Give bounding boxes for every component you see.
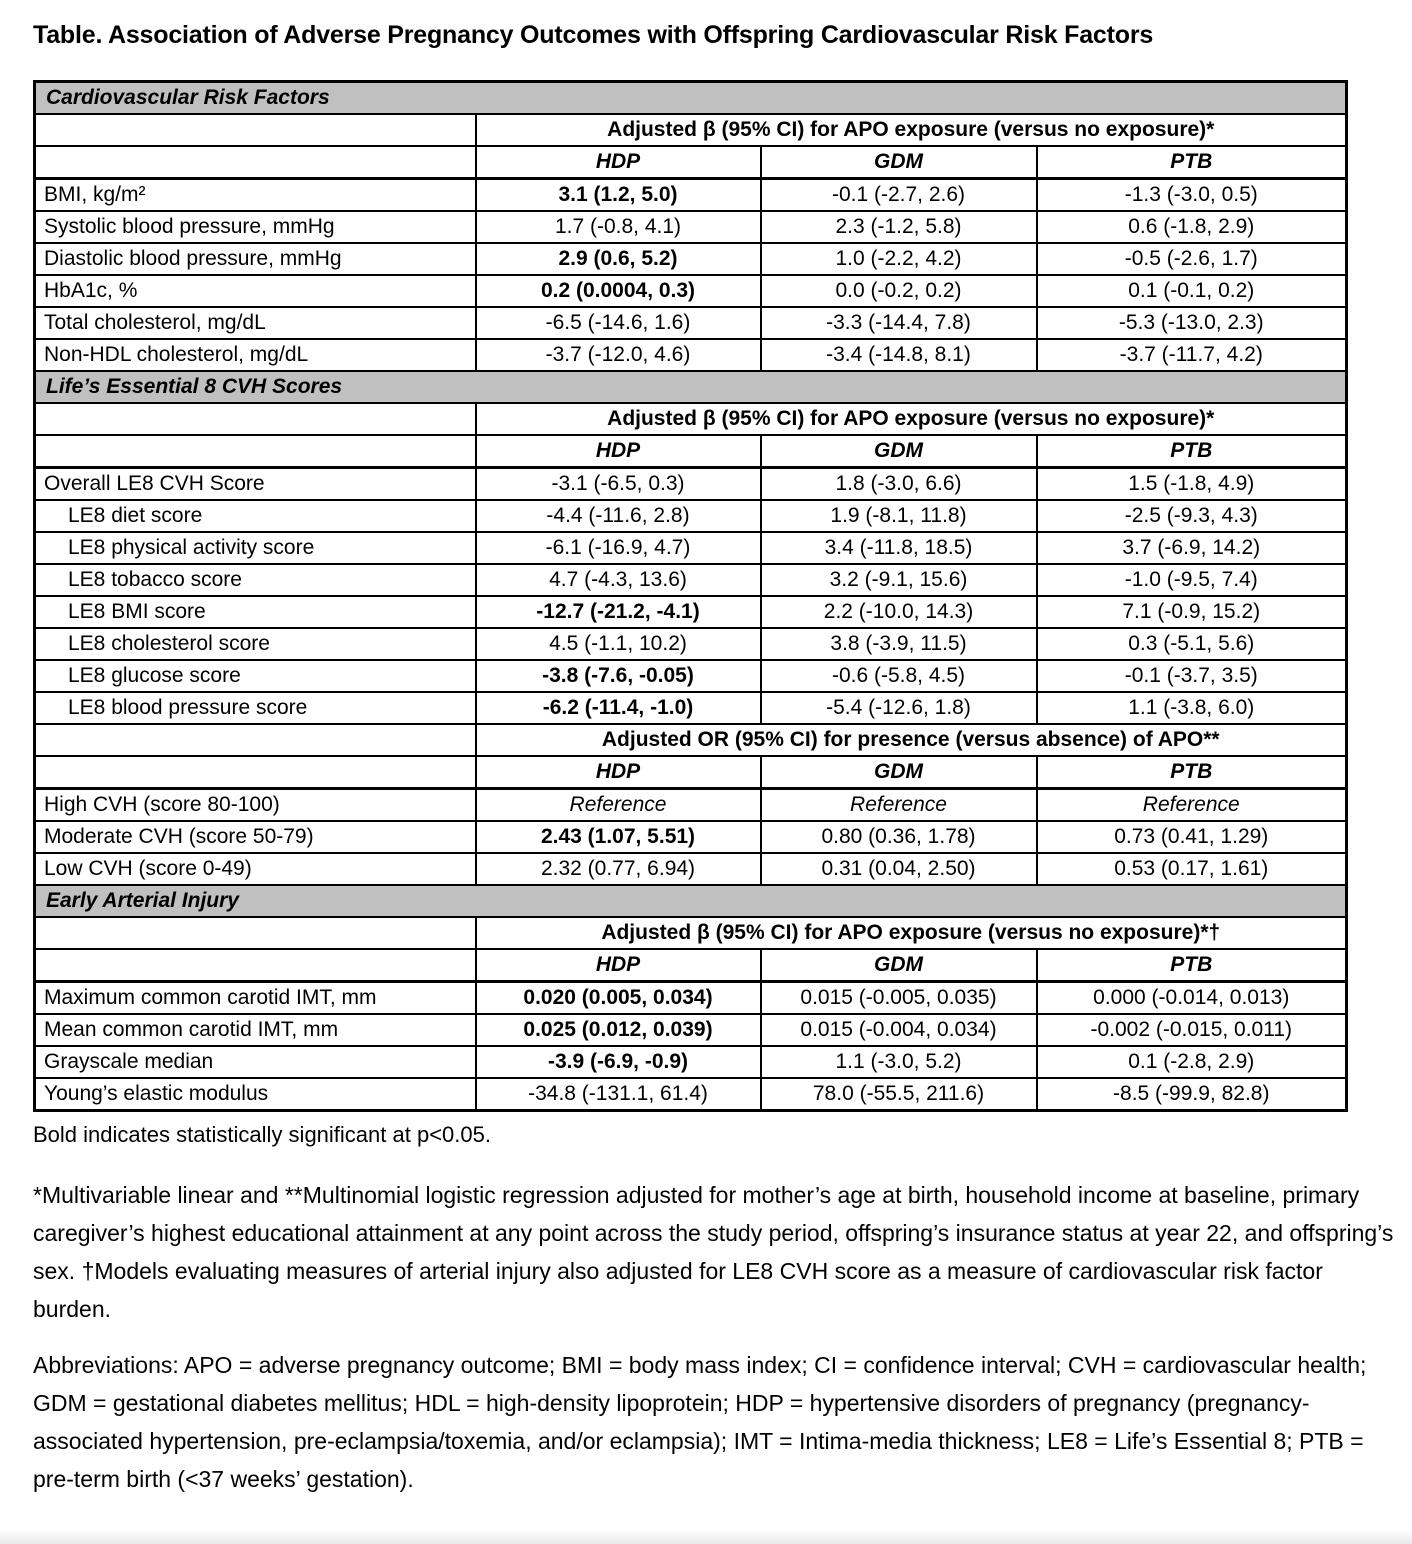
data-cell: 0.020 (0.005, 0.034) <box>476 982 761 1015</box>
data-cell: -3.7 (-11.7, 4.2) <box>1037 339 1347 371</box>
data-cell: -3.8 (-7.6, -0.05) <box>476 660 761 692</box>
data-cell: -34.8 (-131.1, 61.4) <box>476 1078 761 1111</box>
data-cell: 0.31 (0.04, 2.50) <box>761 853 1037 885</box>
data-cell: 2.2 (-10.0, 14.3) <box>761 596 1037 628</box>
table-row <box>35 1014 1347 1046</box>
table-row <box>35 339 1347 371</box>
column-header-gdm: GDM <box>761 435 1037 468</box>
table-row <box>35 724 1347 756</box>
section-header: Life’s Essential 8 CVH Scores <box>35 371 1347 403</box>
data-cell: -0.1 (-2.7, 2.6) <box>761 179 1037 212</box>
data-cell: 1.9 (-8.1, 11.8) <box>761 500 1037 532</box>
table-title: Table. Association of Adverse Pregnancy Outcomes with Offspring Cardiovascular Risk Factors <box>33 21 1154 49</box>
data-cell: 1.8 (-3.0, 6.6) <box>761 468 1037 501</box>
spanner-header: Adjusted β (95% CI) for APO exposure (versus no exposure)*† <box>476 917 1347 949</box>
data-cell: 0.2 (0.0004, 0.3) <box>476 275 761 307</box>
table-row <box>35 307 1347 339</box>
table-row <box>35 179 1347 212</box>
data-cell: 1.0 (-2.2, 4.2) <box>761 243 1037 275</box>
footnote-abbreviations: Abbreviations: APO = adverse pregnancy outcome; BMI = body mass index; CI = confidence interval; CVH = cardiovascular health; GDM = gestational diabetes mellitus; HDL = high-density lipoprotein; HDP = hypertensive disorders of pregnancy (pregnancy-associated hypertension, pre-eclampsia/toxemia, and/or eclampsia); IMT = Intima-media thickness; LE8 = Life’s Essential 8; PTB = pre-term birth (<37 weeks’ gestation). <box>33 1352 1367 1492</box>
data-cell: 0.015 (-0.004, 0.034) <box>761 1014 1037 1046</box>
row-label: LE8 blood pressure score <box>35 692 476 724</box>
blank-cell <box>35 435 476 468</box>
data-cell: -3.9 (-6.9, -0.9) <box>476 1046 761 1078</box>
table-row <box>35 982 1347 1015</box>
table-row <box>35 789 1347 822</box>
data-cell: -3.3 (-14.4, 7.8) <box>761 307 1037 339</box>
data-cell: 1.7 (-0.8, 4.1) <box>476 211 761 243</box>
table-row <box>35 371 1347 403</box>
data-cell: 0.3 (-5.1, 5.6) <box>1037 628 1347 660</box>
data-cell: Reference <box>761 789 1037 822</box>
data-cell: -0.6 (-5.8, 4.5) <box>761 660 1037 692</box>
data-cell: 3.1 (1.2, 5.0) <box>476 179 761 212</box>
data-cell: -4.4 (-11.6, 2.8) <box>476 500 761 532</box>
table-row <box>35 500 1347 532</box>
data-cell: 7.1 (-0.9, 15.2) <box>1037 596 1347 628</box>
row-label: Grayscale median <box>35 1046 476 1078</box>
spanner-header: Adjusted OR (95% CI) for presence (versus absence) of APO** <box>476 724 1347 756</box>
row-label: LE8 tobacco score <box>35 564 476 596</box>
table-row <box>35 243 1347 275</box>
data-cell: -0.5 (-2.6, 1.7) <box>1037 243 1347 275</box>
table-row <box>35 853 1347 885</box>
data-cell: Reference <box>1037 789 1347 822</box>
blank-cell <box>35 146 476 179</box>
data-cell: Reference <box>476 789 761 822</box>
row-label: High CVH (score 80-100) <box>35 789 476 822</box>
spanner-header: Adjusted β (95% CI) for APO exposure (versus no exposure)* <box>476 114 1347 146</box>
row-label: LE8 BMI score <box>35 596 476 628</box>
row-label: Overall LE8 CVH Score <box>35 468 476 501</box>
table-row <box>35 917 1347 949</box>
table-row <box>35 660 1347 692</box>
data-cell: -6.5 (-14.6, 1.6) <box>476 307 761 339</box>
row-label: LE8 cholesterol score <box>35 628 476 660</box>
data-cell: -3.4 (-14.8, 8.1) <box>761 339 1037 371</box>
table-row <box>35 211 1347 243</box>
data-cell: 3.7 (-6.9, 14.2) <box>1037 532 1347 564</box>
blank-cell <box>35 949 476 982</box>
data-cell: -5.4 (-12.6, 1.8) <box>761 692 1037 724</box>
column-header-ptb: PTB <box>1037 756 1347 789</box>
row-label: Systolic blood pressure, mmHg <box>35 211 476 243</box>
row-label: Diastolic blood pressure, mmHg <box>35 243 476 275</box>
data-cell: -0.002 (-0.015, 0.011) <box>1037 1014 1347 1046</box>
blank-cell <box>35 756 476 789</box>
blank-cell <box>35 403 476 435</box>
table-row <box>35 82 1347 115</box>
table-row <box>35 564 1347 596</box>
data-cell: 0.000 (-0.014, 0.013) <box>1037 982 1347 1015</box>
section-header: Early Arterial Injury <box>35 885 1347 917</box>
column-header-ptb: PTB <box>1037 949 1347 982</box>
footnote-significance: Bold indicates statistically significant at p<0.05. <box>33 1122 491 1147</box>
column-header-hdp: HDP <box>476 756 761 789</box>
column-header-gdm: GDM <box>761 146 1037 179</box>
column-header-ptb: PTB <box>1037 435 1347 468</box>
blank-cell <box>35 917 476 949</box>
data-cell: 0.025 (0.012, 0.039) <box>476 1014 761 1046</box>
footnote-methods: *Multivariable linear and **Multinomial logistic regression adjusted for mother’s age at birth, household income at baseline, primary caregiver’s highest educational attainment at any point across the study period, offspring’s insurance status at year 22, and offspring’s sex. †Models evaluating measures of arterial injury also adjusted for LE8 CVH score as a measure of cardiovascular risk factor burden. <box>33 1182 1394 1322</box>
row-label: HbA1c, % <box>35 275 476 307</box>
data-cell: -6.2 (-11.4, -1.0) <box>476 692 761 724</box>
table-row <box>35 692 1347 724</box>
table-row <box>35 468 1347 501</box>
data-cell: 3.2 (-9.1, 15.6) <box>761 564 1037 596</box>
column-header-hdp: HDP <box>476 949 761 982</box>
results-table <box>33 80 1348 1112</box>
data-cell: 1.1 (-3.0, 5.2) <box>761 1046 1037 1078</box>
table-row <box>35 532 1347 564</box>
data-cell: 0.73 (0.41, 1.29) <box>1037 821 1347 853</box>
section-header: Cardiovascular Risk Factors <box>35 82 1347 115</box>
row-label: Mean common carotid IMT, mm <box>35 1014 476 1046</box>
data-cell: 1.5 (-1.8, 4.9) <box>1037 468 1347 501</box>
data-cell: -1.3 (-3.0, 0.5) <box>1037 179 1347 212</box>
table-row <box>35 146 1347 179</box>
row-label: Moderate CVH (score 50-79) <box>35 821 476 853</box>
table-row <box>35 275 1347 307</box>
table-row <box>35 403 1347 435</box>
column-header-hdp: HDP <box>476 435 761 468</box>
row-label: LE8 diet score <box>35 500 476 532</box>
table-row <box>35 114 1347 146</box>
table-row <box>35 885 1347 917</box>
data-cell: 0.015 (-0.005, 0.035) <box>761 982 1037 1015</box>
table-row <box>35 949 1347 982</box>
data-cell: 0.6 (-1.8, 2.9) <box>1037 211 1347 243</box>
data-cell: 4.5 (-1.1, 10.2) <box>476 628 761 660</box>
data-cell: 2.43 (1.07, 5.51) <box>476 821 761 853</box>
row-label: LE8 physical activity score <box>35 532 476 564</box>
table-row <box>35 1046 1347 1078</box>
spanner-header: Adjusted β (95% CI) for APO exposure (versus no exposure)* <box>476 403 1347 435</box>
data-cell: 0.1 (-0.1, 0.2) <box>1037 275 1347 307</box>
blank-cell <box>35 114 476 146</box>
results-table-body <box>35 82 1347 1111</box>
data-cell: -3.1 (-6.5, 0.3) <box>476 468 761 501</box>
row-label: Non-HDL cholesterol, mg/dL <box>35 339 476 371</box>
table-row <box>35 756 1347 789</box>
row-label: Young’s elastic modulus <box>35 1078 476 1111</box>
blank-cell <box>35 724 476 756</box>
data-cell: 0.80 (0.36, 1.78) <box>761 821 1037 853</box>
column-header-hdp: HDP <box>476 146 761 179</box>
data-cell: 0.1 (-2.8, 2.9) <box>1037 1046 1347 1078</box>
window-bottom-edge <box>0 1531 1412 1544</box>
table-row <box>35 628 1347 660</box>
data-cell: -5.3 (-13.0, 2.3) <box>1037 307 1347 339</box>
column-header-ptb: PTB <box>1037 146 1347 179</box>
row-label: BMI, kg/m² <box>35 179 476 212</box>
table-row <box>35 435 1347 468</box>
data-cell: -3.7 (-12.0, 4.6) <box>476 339 761 371</box>
data-cell: 2.3 (-1.2, 5.8) <box>761 211 1037 243</box>
data-cell: 1.1 (-3.8, 6.0) <box>1037 692 1347 724</box>
column-header-gdm: GDM <box>761 949 1037 982</box>
table-row <box>35 1078 1347 1111</box>
data-cell: -2.5 (-9.3, 4.3) <box>1037 500 1347 532</box>
data-cell: -8.5 (-99.9, 82.8) <box>1037 1078 1347 1111</box>
data-cell: -1.0 (-9.5, 7.4) <box>1037 564 1347 596</box>
table-row <box>35 596 1347 628</box>
data-cell: 3.8 (-3.9, 11.5) <box>761 628 1037 660</box>
column-header-gdm: GDM <box>761 756 1037 789</box>
data-cell: 78.0 (-55.5, 211.6) <box>761 1078 1037 1111</box>
row-label: LE8 glucose score <box>35 660 476 692</box>
data-cell: -6.1 (-16.9, 4.7) <box>476 532 761 564</box>
data-cell: 0.53 (0.17, 1.61) <box>1037 853 1347 885</box>
row-label: Low CVH (score 0-49) <box>35 853 476 885</box>
data-cell: 2.32 (0.77, 6.94) <box>476 853 761 885</box>
data-cell: -0.1 (-3.7, 3.5) <box>1037 660 1347 692</box>
data-cell: 3.4 (-11.8, 18.5) <box>761 532 1037 564</box>
data-cell: 4.7 (-4.3, 13.6) <box>476 564 761 596</box>
row-label: Total cholesterol, mg/dL <box>35 307 476 339</box>
data-cell: -12.7 (-21.2, -4.1) <box>476 596 761 628</box>
data-cell: 2.9 (0.6, 5.2) <box>476 243 761 275</box>
table-row <box>35 821 1347 853</box>
row-label: Maximum common carotid IMT, mm <box>35 982 476 1015</box>
data-cell: 0.0 (-0.2, 0.2) <box>761 275 1037 307</box>
